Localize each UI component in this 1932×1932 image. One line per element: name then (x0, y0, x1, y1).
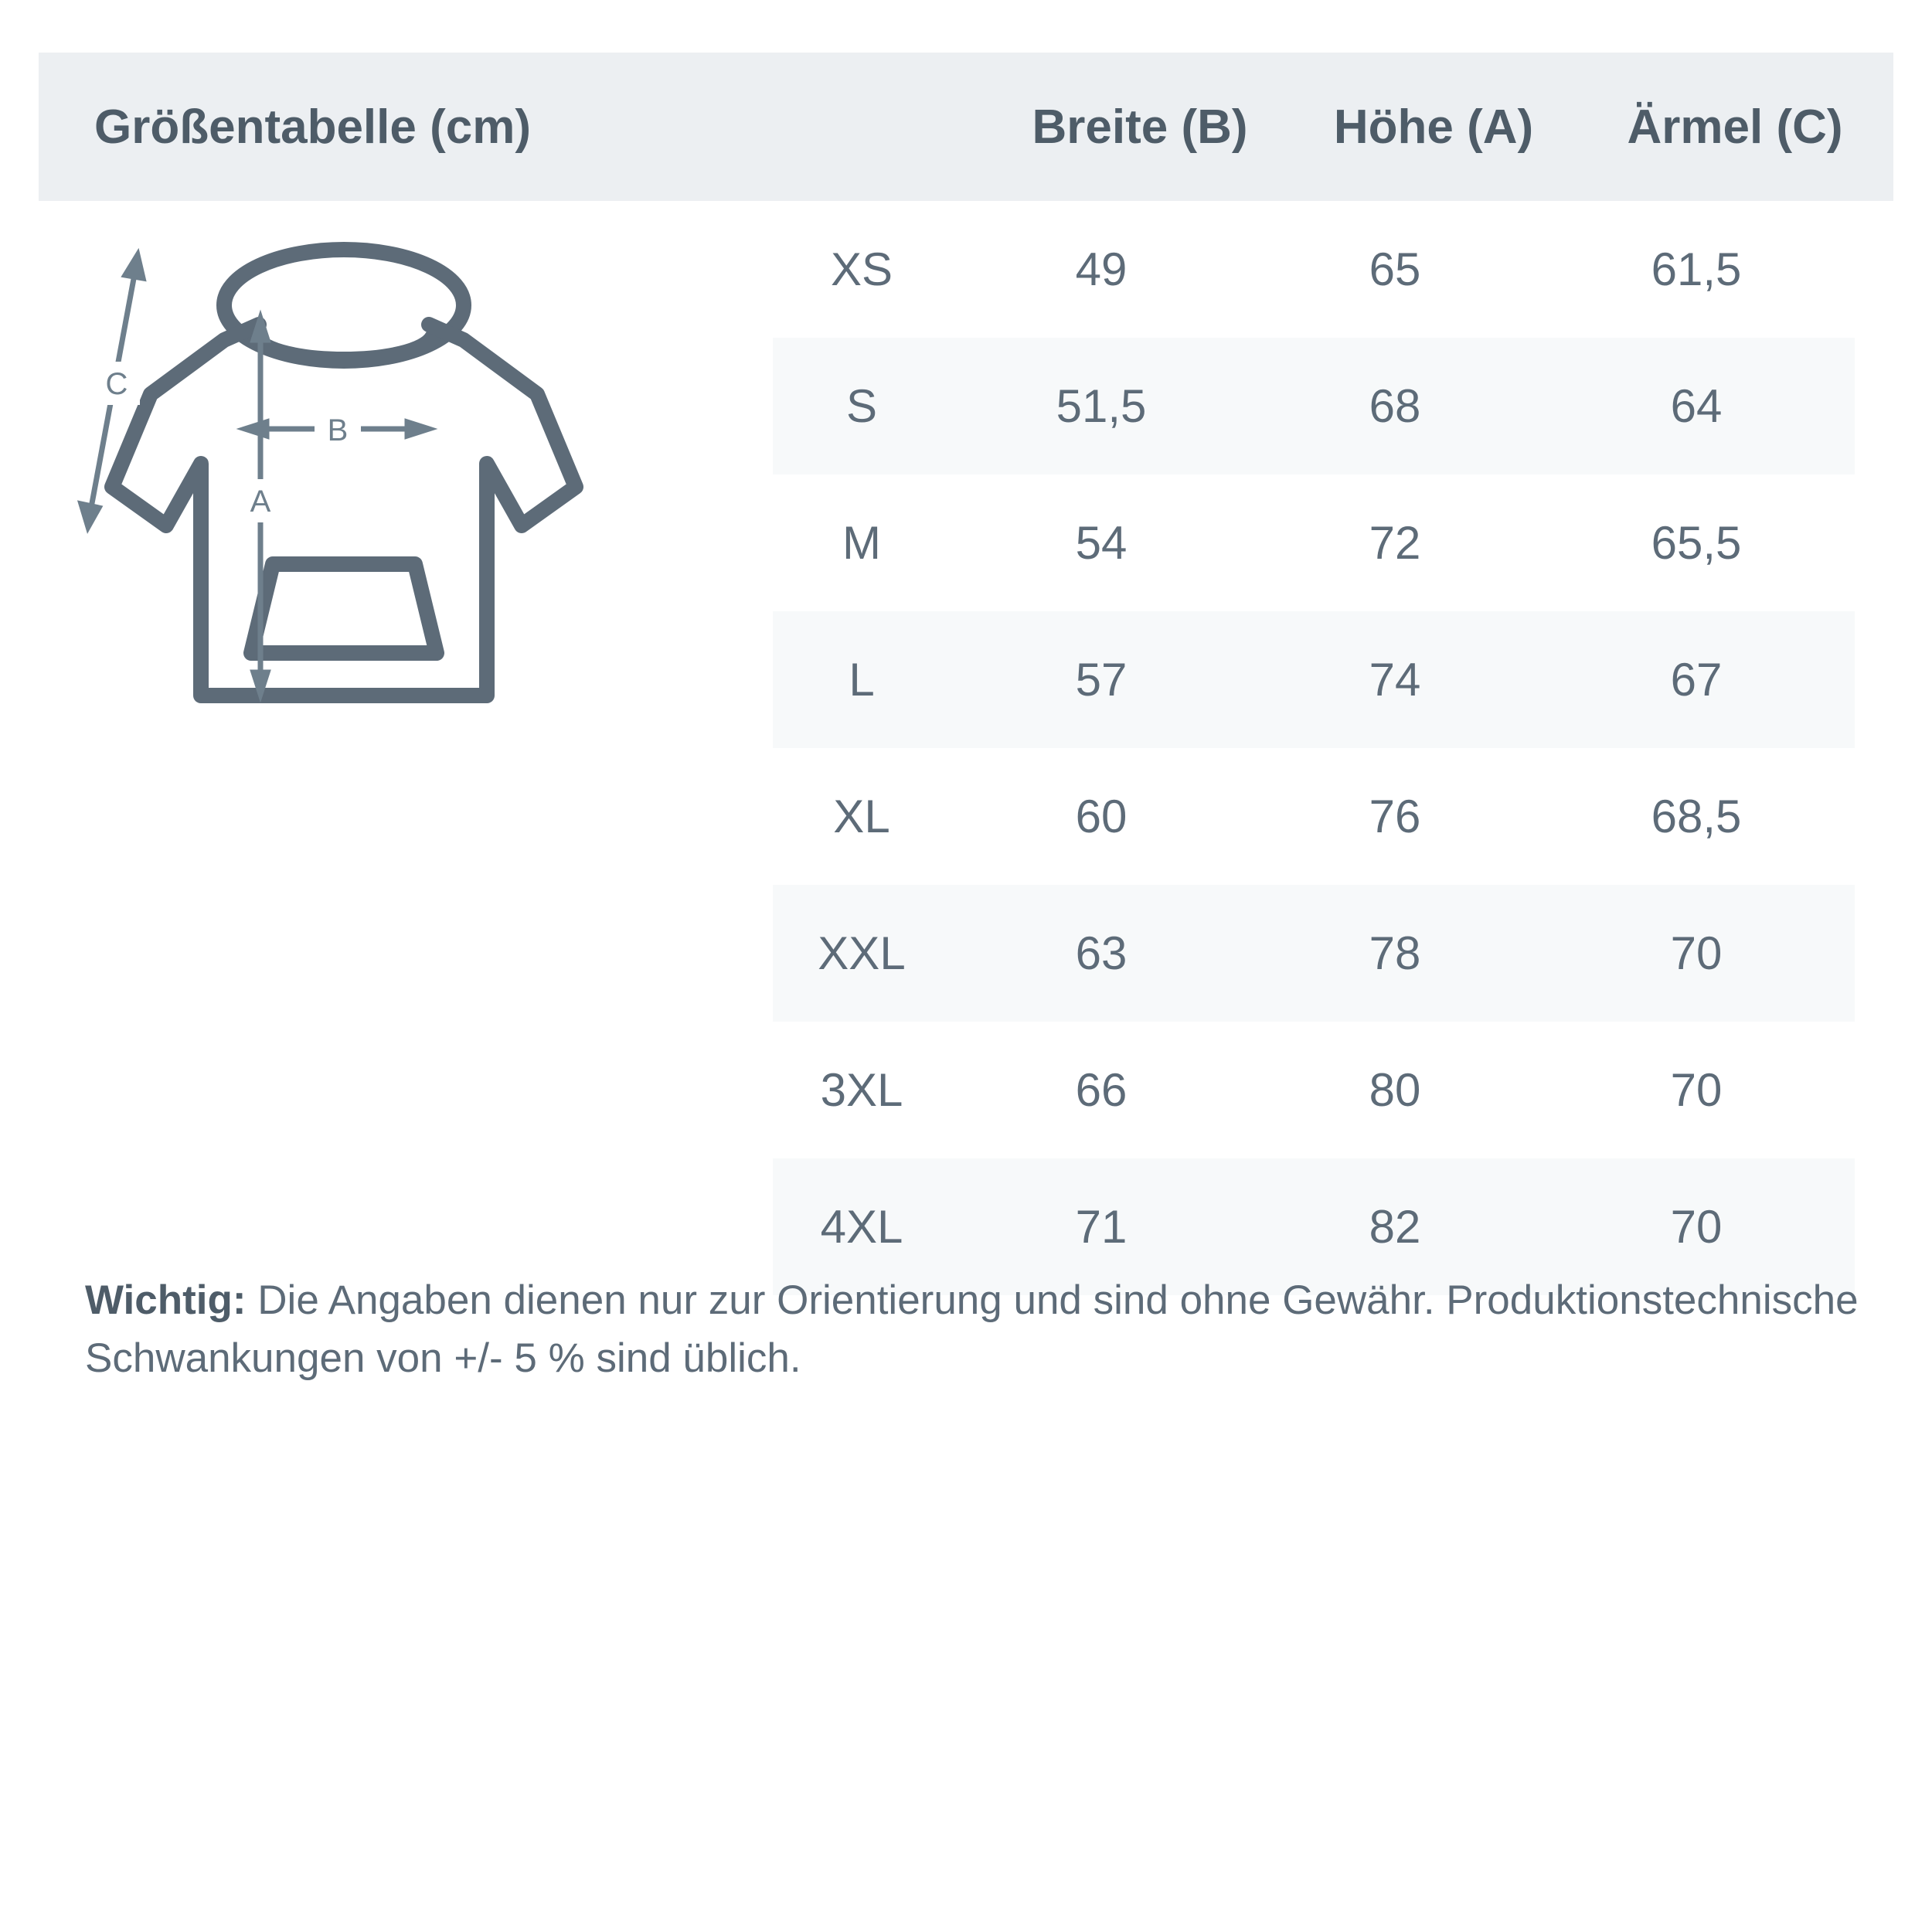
size-chart-header (39, 53, 1893, 201)
cell-height: 82 (1369, 1201, 1421, 1253)
table-row (773, 748, 1855, 885)
cell-width: 54 (1075, 517, 1128, 569)
column-header-sleeve: Ärmel (C) (1627, 100, 1843, 154)
cell-width: 60 (1075, 791, 1128, 842)
table-row (773, 201, 1855, 338)
table-row (773, 885, 1855, 1022)
cell-height: 76 (1369, 791, 1421, 842)
column-header-group (811, 53, 1893, 201)
cell-size: M (842, 517, 881, 569)
column-header-width: Breite (B) (1032, 100, 1248, 154)
table-row (773, 338, 1855, 474)
table-row (773, 474, 1855, 611)
cell-sleeve: 68,5 (1651, 791, 1742, 842)
cell-size: 3XL (820, 1064, 903, 1116)
table-row (773, 1022, 1855, 1158)
cell-size: XXL (818, 927, 906, 979)
dimension-label-b: B (327, 413, 349, 447)
cell-sleeve: 65,5 (1651, 517, 1742, 569)
cell-width: 63 (1075, 927, 1128, 979)
cell-size: L (849, 654, 875, 706)
cell-width: 51,5 (1056, 380, 1147, 432)
cell-height: 74 (1369, 654, 1421, 706)
cell-height: 68 (1369, 380, 1421, 432)
cell-sleeve: 67 (1670, 654, 1723, 706)
column-header-height: Höhe (A) (1333, 100, 1534, 154)
cell-height: 65 (1369, 243, 1421, 295)
cell-size: XL (833, 791, 890, 842)
cell-width: 71 (1075, 1201, 1128, 1253)
cell-size: S (845, 380, 878, 432)
cell-sleeve: 70 (1670, 1201, 1723, 1253)
dimension-label-c: C (105, 367, 128, 401)
cell-width: 57 (1075, 654, 1128, 706)
cell-sleeve: 64 (1670, 380, 1723, 432)
disclaimer-label: Wichtig: (85, 1277, 247, 1323)
cell-size: 4XL (820, 1201, 903, 1253)
size-table (773, 201, 1855, 1295)
cell-size: XS (830, 243, 893, 295)
dimension-label-a: A (250, 485, 271, 519)
cell-height: 72 (1369, 517, 1421, 569)
cell-width: 66 (1075, 1064, 1128, 1116)
cell-width: 49 (1075, 243, 1128, 295)
table-row (773, 611, 1855, 748)
cell-sleeve: 70 (1670, 927, 1723, 979)
cell-sleeve: 61,5 (1651, 243, 1742, 295)
disclaimer-note (85, 1271, 1862, 1388)
hoodie-measurement-diagram (66, 232, 761, 850)
cell-height: 80 (1369, 1064, 1421, 1116)
cell-sleeve: 70 (1670, 1064, 1723, 1116)
disclaimer-text: Die Angaben dienen nur zur Orientierung und sind ohne Gewähr. Produktionstechnische Schwankungen von +/- 5 % sind üblich. (85, 1277, 1859, 1382)
cell-height: 78 (1369, 927, 1421, 979)
page-title: Größentabelle (cm) (94, 100, 531, 154)
